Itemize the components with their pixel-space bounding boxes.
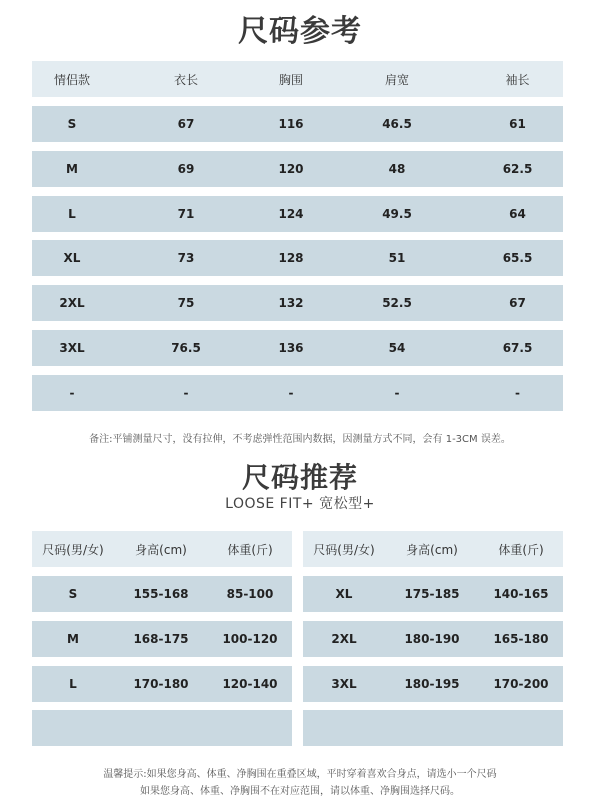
recommendation-title: 尺码推荐 bbox=[241, 461, 358, 494]
table-cell: 168-175 bbox=[133, 632, 189, 646]
table-cell: 61 bbox=[509, 117, 526, 131]
table-cell: 175-185 bbox=[404, 587, 460, 601]
table-cell: 120 bbox=[278, 162, 304, 176]
table-cell: - bbox=[69, 386, 75, 400]
table-cell: 180-195 bbox=[404, 677, 460, 691]
table-cell: 136 bbox=[278, 341, 304, 355]
table-cell: 3XL bbox=[331, 677, 357, 691]
size-chart-title: 尺码参考 bbox=[238, 14, 362, 49]
table-cell: 54 bbox=[388, 341, 406, 355]
table-cell: 124 bbox=[278, 207, 304, 221]
table-cell: 128 bbox=[278, 251, 304, 265]
table-cell: 62.5 bbox=[502, 162, 533, 176]
header-cell: 情侣款 bbox=[53, 72, 90, 87]
table-row bbox=[32, 375, 563, 411]
table-row bbox=[32, 576, 292, 612]
header-cell: 体重(斤) bbox=[227, 542, 273, 557]
table-cell: 2XL bbox=[331, 632, 357, 646]
table-cell: 46.5 bbox=[382, 117, 412, 131]
table-cell: - bbox=[183, 386, 189, 400]
table-cell: XL bbox=[63, 251, 81, 265]
table-cell: 75 bbox=[177, 296, 195, 310]
table-cell: S bbox=[68, 587, 78, 601]
header-cell: 体重(斤) bbox=[498, 542, 544, 557]
header-cell: 肩宽 bbox=[384, 72, 409, 87]
table-cell: 180-190 bbox=[404, 632, 460, 646]
table-cell: 155-168 bbox=[133, 587, 189, 601]
table-row bbox=[32, 666, 292, 702]
table-cell: 65.5 bbox=[502, 251, 533, 265]
table-cell: L bbox=[69, 677, 77, 691]
table-row bbox=[32, 151, 563, 187]
table-cell: 140-165 bbox=[493, 587, 549, 601]
table-cell: - bbox=[515, 386, 520, 400]
header-cell: 袖长 bbox=[505, 72, 530, 87]
table-cell: L bbox=[68, 207, 76, 221]
table-row bbox=[32, 106, 563, 142]
table-cell: 67 bbox=[177, 117, 195, 131]
table-row bbox=[32, 710, 292, 746]
table-cell: 76.5 bbox=[171, 341, 201, 355]
table-cell: 170-180 bbox=[133, 677, 189, 691]
table-row bbox=[303, 576, 563, 612]
tip-line: 温馨提示:如果您身高、体重、净胸围在重叠区域，平时穿着喜欢合身点，请选小一个尺码 bbox=[103, 769, 497, 780]
header-cell: 身高(cm) bbox=[135, 542, 187, 557]
table-cell: 165-180 bbox=[493, 632, 549, 646]
size-chart-header-row bbox=[32, 61, 563, 97]
header-cell: 尺码(男/女) bbox=[313, 542, 375, 557]
table-row bbox=[32, 285, 563, 321]
table-cell: 85-100 bbox=[226, 587, 274, 601]
table-cell: - bbox=[288, 386, 294, 400]
header-cell: 身高(cm) bbox=[406, 542, 458, 557]
table-cell: 120-140 bbox=[222, 677, 278, 691]
table-row bbox=[32, 330, 563, 366]
table-cell: 49.5 bbox=[382, 207, 412, 221]
table-row bbox=[32, 240, 563, 276]
table-cell: M bbox=[67, 632, 79, 646]
table-cell: 67.5 bbox=[502, 341, 533, 355]
table-row bbox=[32, 621, 292, 657]
table-cell: - bbox=[394, 386, 400, 400]
table-cell: 52.5 bbox=[382, 296, 412, 310]
table-cell: 170-200 bbox=[493, 677, 549, 691]
table-cell: 69 bbox=[177, 162, 195, 176]
table-cell: 51 bbox=[388, 251, 406, 265]
measurement-note: 备注:平铺测量尺寸，没有拉伸，不考虑弹性范围内数据，因测量方式不同，会有 1-3CM 误差。 bbox=[89, 434, 511, 445]
table-cell: 100-120 bbox=[222, 632, 278, 646]
recommendation-header-row bbox=[303, 531, 563, 567]
table-cell: 64 bbox=[509, 207, 526, 221]
table-cell: 71 bbox=[177, 207, 195, 221]
table-cell: 48 bbox=[388, 162, 406, 176]
table-cell: 2XL bbox=[59, 296, 85, 310]
header-cell: 尺码(男/女) bbox=[42, 542, 104, 557]
table-cell: S bbox=[67, 117, 77, 131]
table-cell: XL bbox=[335, 587, 353, 601]
header-cell: 胸围 bbox=[278, 72, 303, 87]
header-cell: 衣长 bbox=[173, 72, 198, 87]
table-cell: 116 bbox=[278, 117, 304, 131]
table-cell: 3XL bbox=[59, 341, 85, 355]
table-row bbox=[303, 666, 563, 702]
table-row bbox=[303, 710, 563, 746]
table-cell: M bbox=[66, 162, 78, 176]
table-cell: 132 bbox=[278, 296, 304, 310]
table-cell: 73 bbox=[177, 251, 195, 265]
recommendation-header-row bbox=[32, 531, 292, 567]
table-row bbox=[303, 621, 563, 657]
tip-line: 如果您身高、体重、净胸围不在对应范围，请以体重、净胸围选择尺码。 bbox=[140, 786, 460, 797]
fit-subtitle: LOOSE FIT+ 宽松型+ bbox=[225, 496, 375, 512]
table-cell: 67 bbox=[509, 296, 526, 310]
table-row bbox=[32, 196, 563, 232]
